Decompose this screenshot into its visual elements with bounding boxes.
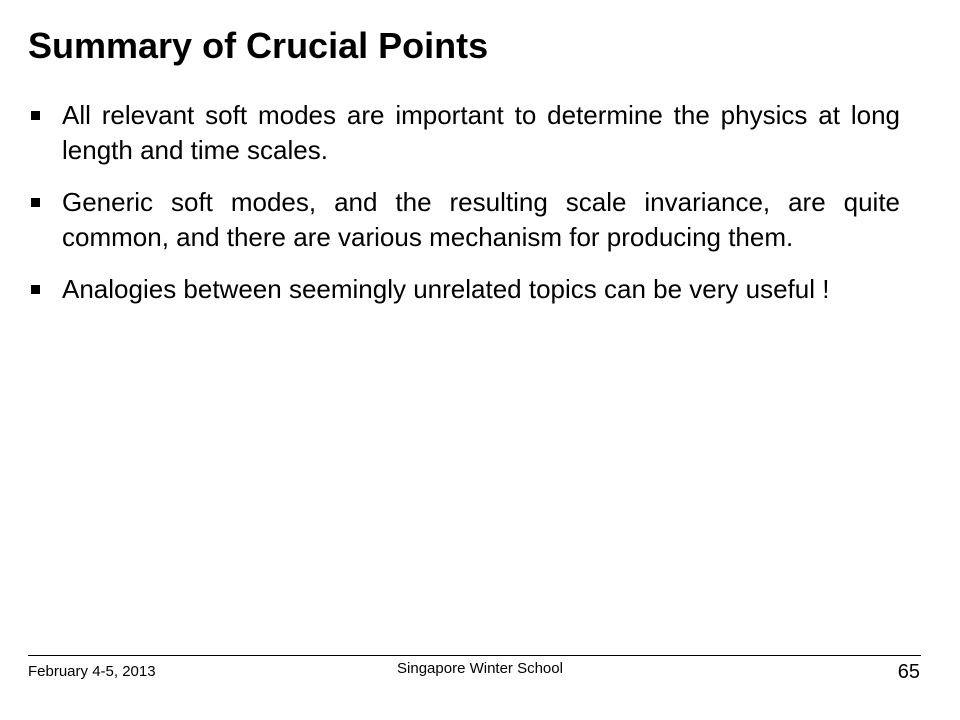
- bullet-item: [28, 98, 900, 168]
- bullet-item: [28, 185, 900, 255]
- square-bullet-icon: [31, 198, 40, 207]
- square-bullet-icon: [31, 285, 40, 294]
- footer-divider: [28, 655, 921, 656]
- footer-date: February 4-5, 2013: [28, 663, 156, 680]
- bullet-text: Analogies between seemingly unrelated topics can be very useful !: [62, 274, 830, 304]
- bullet-text: All relevant soft modes are important to determine the physics at long length and time scales.: [62, 100, 900, 165]
- slide-title: Summary of Crucial Points: [28, 25, 489, 66]
- square-bullet-icon: [31, 111, 40, 120]
- bullet-item: [28, 272, 900, 307]
- bullet-list: [28, 98, 900, 324]
- footer-event-name: Singapore Winter School: [397, 660, 563, 677]
- page-number: 65: [897, 661, 920, 683]
- bullet-text: Generic soft modes, and the resulting scale invariance, are quite common, and there are various mechanism for producing them.: [62, 187, 900, 252]
